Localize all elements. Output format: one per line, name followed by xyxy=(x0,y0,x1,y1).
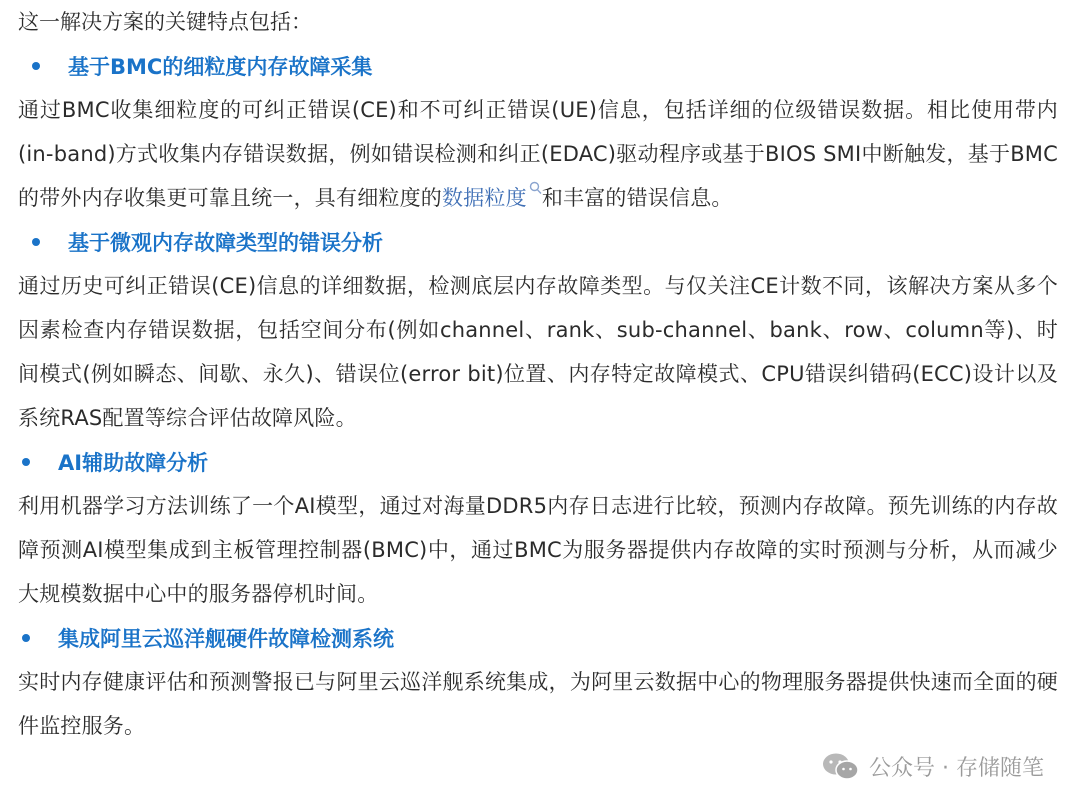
section-body-micro-fault: 通过历史可纠正错误(CE)信息的详细数据，检测底层内存故障类型。与仅关注CE计数不同，该解决方案从多个因素检查内存错误数据，包括空间分布(例如channel、rank、sub-channel、bank、row、column等)、时间模式(例如瞬态、间歇、永久)、错误位(error bit)位置、内存特定故障模式、CPU错误纠错码(ECC)设计以及系统RAS配置等综合评估故障风险。 xyxy=(18,274,1058,430)
section-heading-aliyun xyxy=(18,616,1058,660)
intro-text: 这一解决方案的关键特点包括： xyxy=(18,10,312,34)
section-heading-text: 基于微观内存故障类型的错误分析 xyxy=(68,231,383,255)
article-body xyxy=(18,0,1058,748)
section-heading-micro-fault xyxy=(18,220,1058,264)
bullet-dot xyxy=(32,238,40,246)
section-heading-ai xyxy=(18,440,1058,484)
section-heading-text: 集成阿里云巡洋舰硬件故障检测系统 xyxy=(58,627,394,651)
watermark xyxy=(821,751,1044,782)
section-body-ai: 利用机器学习方法训练了一个AI模型，通过对海量DDR5内存日志进行比较，预测内存故障。预先训练的内存故障预测AI模型集成到主板管理控制器(BMC)中，通过BMC为服务器提供内存故障的实时预测与分析，从而减少大规模数据中心中的服务器停机时间。 xyxy=(18,494,1058,606)
bullet-dot xyxy=(22,458,30,466)
watermark-text: 公众号 · 存储随笔 xyxy=(869,756,1044,781)
section-body-bmc xyxy=(18,88,1058,220)
wechat-icon xyxy=(821,752,861,782)
body-text: 和丰富的错误信息。 xyxy=(541,186,733,210)
body-text: 通过BMC收集细粒度的可纠正错误(CE)和不可纠正错误(UE)信息，包括详细的位级错误数据。相比使用带内(in-band)方式收集内存错误数据，例如错误检测和纠正(EDAC)驱动程序或基于BIOS SMI中断触发，基于BMC的带外内存收集更可靠且统一，具有细粒度的 xyxy=(18,98,1058,210)
bullet-dot xyxy=(22,634,30,642)
data-granularity-link[interactable]: 数据粒度 xyxy=(442,186,527,210)
section-heading-bmc xyxy=(18,44,1058,88)
section-heading-text: 基于BMC的细粒度内存故障采集 xyxy=(68,55,373,79)
search-icon[interactable] xyxy=(529,181,542,195)
bullet-dot xyxy=(32,62,40,70)
section-heading-text: AI辅助故障分析 xyxy=(58,451,209,475)
section-body-aliyun: 实时内存健康评估和预测警报已与阿里云巡洋舰系统集成，为阿里云数据中心的物理服务器提供快速而全面的硬件监控服务。 xyxy=(18,670,1058,738)
